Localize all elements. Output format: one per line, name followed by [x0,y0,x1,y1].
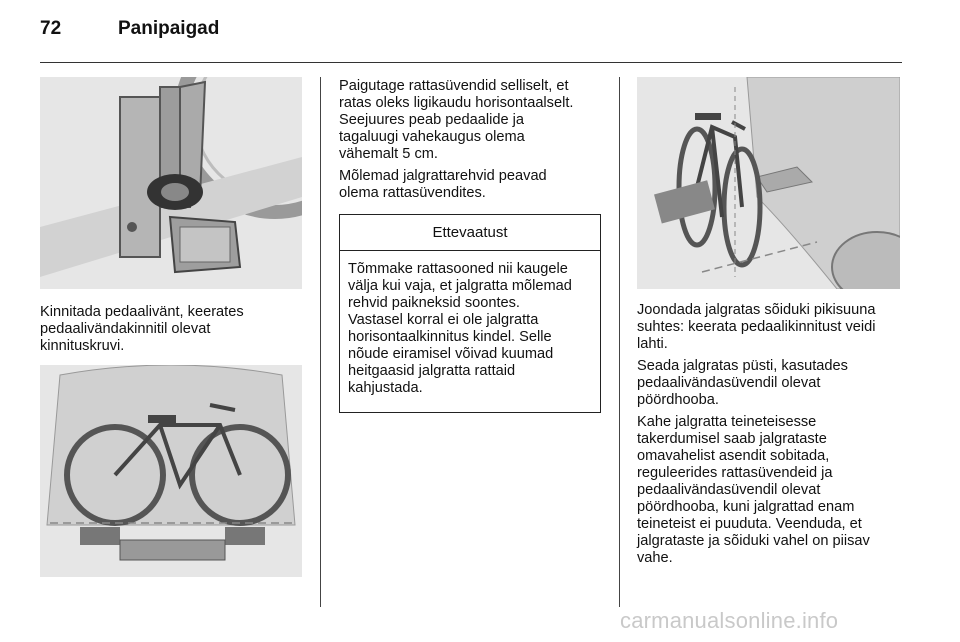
caution-box [339,214,601,413]
caution-text: Tõmmake rattasooned nii kaugele välja kui vaja, et jalgratta mõlemad rehvid paikneksid soontes. Vastasel korral ei ole jalgratta horisontaalkinnitus kindel. Selle nõude eiramisel võivad kuumad heitgaasid jalgratta rattaid kahjustada. [348,261,572,396]
pedal-holder-illustration [40,77,302,289]
right-paragraphs: Joondada jalgratas sõiduki pikisuuna suhtes: keerata pedaalikinnitust veidi lahti. Seada jalgratas püsti, kasutades pedaalivändasüvendil olevat pöördhooba. Kahe jalgratta teineteisesse takerdumisel saab jalgrataste omavahelist asendit sobitada, reguleerides rattasüvendeid ja pedaalivändasüvendil olevat pöördhooba, kuni jalgrattad enam teineteist ei puuduta. Veenduda, et jalgrataste ja sõiduki vahel on piisav vahe. [637,302,876,566]
bicycle-rear-view-illustration [40,365,302,577]
column-divider-left [320,77,321,607]
caution-title: Ettevaatust [340,215,600,251]
header-rule [40,62,902,63]
page-number: 72 [40,18,62,39]
page-heading: Panipaigad [118,18,220,39]
pedal-holder-caption: Kinnitada pedaalivänt, keerates pedaalivändakinnitil olevat kinnituskruvi. [40,304,244,354]
middle-paragraphs: Paigutage rattasüvendid selliselt, et ratas oleks ligikaudu horisontaalselt. Seejuures peab pedaalide ja tagaluugi vahekaugus olema vähemalt 5 cm. Mõlemad jalgrattarehvid peavad olema rattasüvendites. [339,78,574,201]
bicycle-side-view-illustration [637,77,900,289]
column-divider-right [619,77,620,607]
watermark: carmanualsonline.info [620,608,839,633]
